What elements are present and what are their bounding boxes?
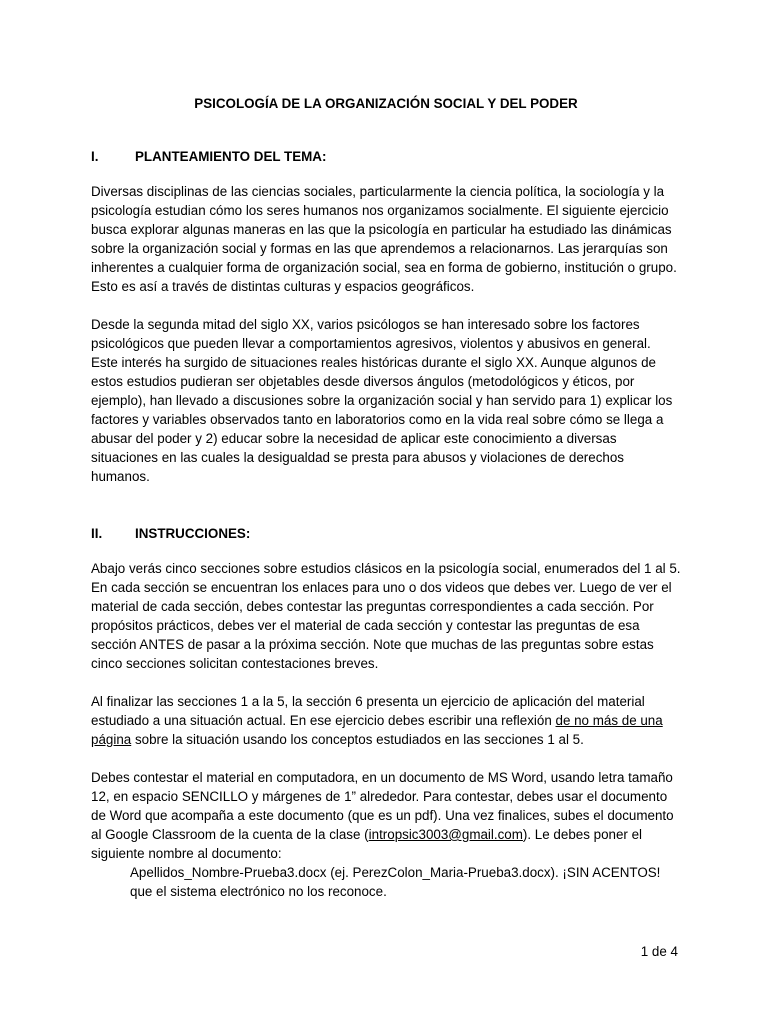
- document-title: PSICOLOGÍA DE LA ORGANIZACIÓN SOCIAL Y DEL PODER: [194, 96, 578, 111]
- indented-filename-note: Apellidos_Nombre-Prueba3.docx (ej. PerezColon_Maria-Prueba3.docx). ¡SIN ACENTOS! que el sistema electrónico no los reconoce.: [130, 865, 661, 899]
- paragraph-text: ). Le debes poner el siguiente nombre al documento:: [91, 827, 643, 861]
- paragraph: [91, 768, 681, 863]
- paragraph: Desde la segunda mitad del siglo XX, varios psicólogos se han interesado sobre los factores psicológicos que pueden llevar a comportamientos agresivos, violentos y abusivos en general. Este interés ha surgido de situaciones reales históricas durante el siglo XX. Aunque algunos de estos estudios pudieran ser objetables desde diversos ángulos (metodológicos y éticos, por ejemplo), han llevado a discusiones sobre la organización social y han servido para 1) explicar los factores y variables observados tanto en laboratorios como en la vida real sobre cómo se llega a abusar del poder y 2) educar sobre la necesidad de aplicar este conocimiento a diversas situaciones en las cuales la desigualdad se presta para abusos y violaciones de derechos humanos.: [91, 317, 673, 484]
- paragraph-text: Debes contestar el material en computadora, en un documento de MS Word, usando letra tamaño 12, en espacio SENCILLO y márgenes de 1” alrededor. Para contestar, debes usar el documento de Word que acompaña a este documento (que es un pdf). Una vez finalices, subes el documento al Google Classroom de la cuenta de la clase (: [91, 770, 674, 842]
- paragraph: Diversas disciplinas de las ciencias sociales, particularmente la ciencia política, la sociología y la psicología estudian cómo los seres humanos nos organizamos socialmente. El siguiente ejercicio busca explorar algunas maneras en las que la psicología en particular ha estudiado las dinámicas sobre la organización social y formas en las que aprendemos a relacionarnos. Las jerarquías son inherentes a cualquier forma de organización social, sea en forma de gobierno, institución o grupo. Esto es así a través de distintas culturas y espacios geográficos.: [91, 184, 677, 294]
- section-heading-instrucciones: [91, 524, 681, 543]
- section-heading-text: INSTRUCCIONES:: [135, 526, 251, 541]
- document-page: [91, 94, 681, 901]
- section-number: I.: [91, 149, 99, 164]
- paragraph-text: Al finalizar las secciones 1 a la 5, la sección 6 presenta un ejercicio de aplicación del material estudiado a una situación actual. En ese ejercicio debes escribir una reflexión: [91, 694, 645, 728]
- paragraph: [91, 692, 681, 749]
- email-link[interactable]: intropsic3003@gmail.com: [368, 827, 523, 842]
- page-number: 1 de 4: [640, 944, 678, 959]
- paragraph-text: sobre la situación usando los conceptos estudiados en las secciones 1 al 5.: [131, 732, 584, 747]
- paragraph: Abajo verás cinco secciones sobre estudios clásicos en la psicología social, enumerados del 1 al 5. En cada sección se encuentran los enlaces para uno o dos videos que debes ver. Luego de ver el material de cada sección, debes contestar las preguntas correspondientes a cada sección. Por propósitos prácticos, debes ver el material de cada sección y contestar las preguntas de esa sección ANTES de pasar a la próxima sección. Note que muchas de las preguntas sobre estas cinco secciones solicitan contestaciones breves.: [91, 561, 681, 671]
- section-heading-planteamiento: [91, 147, 681, 166]
- section-heading-text: PLANTEAMIENTO DEL TEMA:: [135, 149, 327, 164]
- section-number: II.: [91, 526, 103, 541]
- underlined-text: de no más de una página: [91, 713, 663, 747]
